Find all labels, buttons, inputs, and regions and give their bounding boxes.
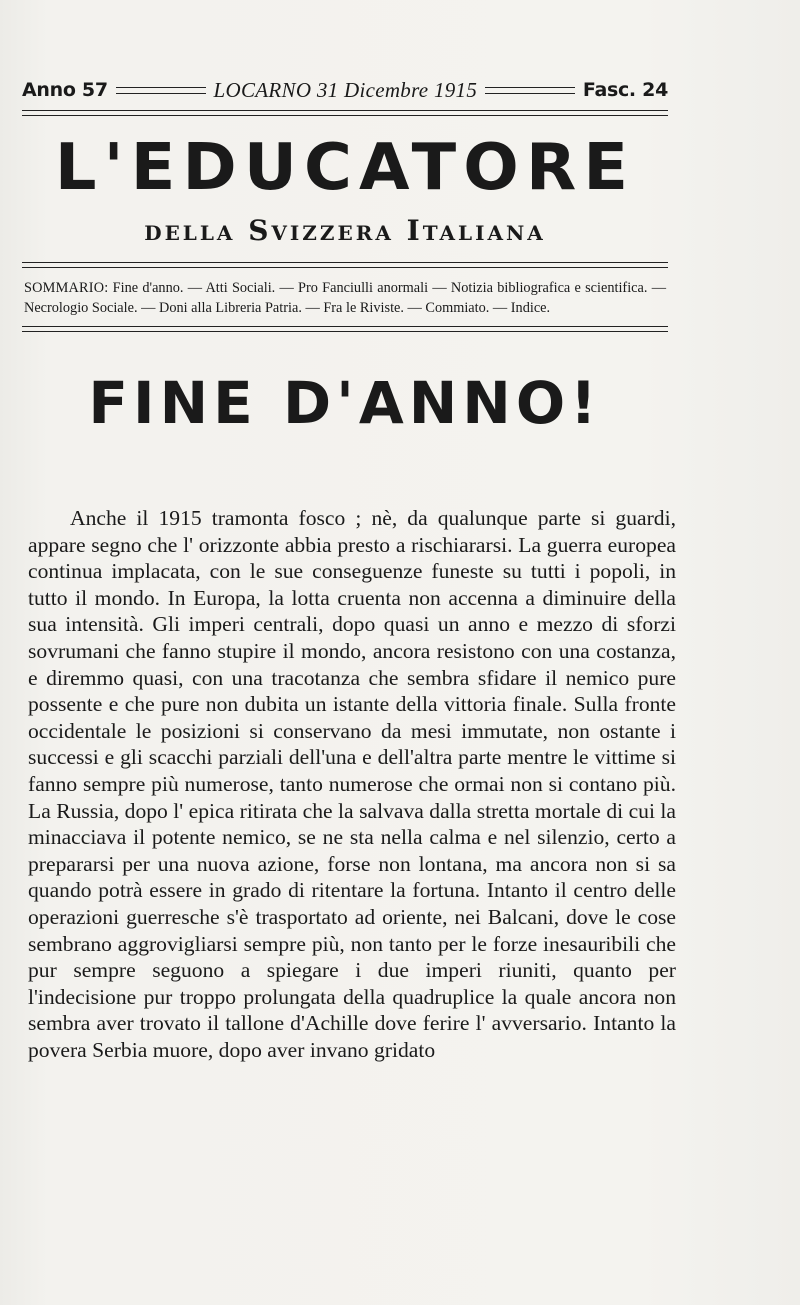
header-rule-left <box>116 87 206 94</box>
year-label: Anno 57 <box>22 79 108 101</box>
summary-bottom-rule <box>22 326 668 332</box>
summary-text: Fine d'anno. — Atti Sociali. — Pro Fanciulli anormali — Notizia bibliografica e scientifica. — Necrologio Sociale. — Doni alla Libreria Patria. — Fra le Riviste. — Commiato. — Indice. <box>24 280 666 316</box>
summary-top-rule <box>22 262 668 268</box>
header-rule-right <box>485 87 575 94</box>
masthead-top-rule <box>22 110 668 116</box>
journal-subtitle: della Svizzera Italiana <box>144 214 546 247</box>
issue-header-line <box>22 76 668 104</box>
summary-label: SOMMARIO: <box>24 280 109 296</box>
summary-block <box>22 278 668 318</box>
article-headline: FINE D'ANNO! <box>88 369 602 437</box>
issue-number: Fasc. 24 <box>582 79 669 101</box>
journal-title: L'EDUCATORE <box>54 131 636 205</box>
page-content <box>22 76 668 438</box>
place-date: LOCARNO 31 Dicembre 1915 <box>213 77 478 102</box>
article-paragraph: Anche il 1915 tramonta fosco ; nè, da qualunque parte si guardi, appare segno che l' orizzonte abbia presto a rischiararsi. La guerra europea continua implacata, con le sue conseguenze funeste su tutti i popoli, in tutto il mondo. In Europa, la lotta cruenta non accenna a diminuire della sua intensità. Gli imperi centrali, dopo quasi un anno e mezzo di sforzi sovrumani che fanno stupire il mondo, ancora resistono con una costanza, e diremmo quasi, con una tracotanza che sembra sfidare il nemico pure possente e che pure non dubita un istante della vittoria finale. Sulla fronte occidentale le posizioni si conservano da mesi immutate, non ostante i successi e gli scacchi parziali dell'una e dell'altra parte mentre le vittime si fanno sempre più numerose, tanto numerose che ormai non si contano più. La Russia, dopo l' epica ritirata che la salvava dalla stretta mortale di cui la minacciava il potente nemico, se ne sta nella calma e nel silenzio, certo a prepararsi per una nuova azione, forse non lontana, ma ancora non si sa quando potrà essere in grado di ritentare la fortuna. Intanto il centro delle operazioni guerresche s'è trasportato ad oriente, nei Balcani, dove le cose sembrano aggrovigliarsi sempre più, non tanto per le forze inesauribili che pur sempre seguono a spiegare i due imperi riuniti, quanto per l'indecisione pur troppo prolungata della quadruplice la quale ancora non sembra aver trovato il tallone d'Achille dove ferire l' avversario. Intanto la povera Serbia muore, dopo aver invano gridato <box>28 506 676 1062</box>
